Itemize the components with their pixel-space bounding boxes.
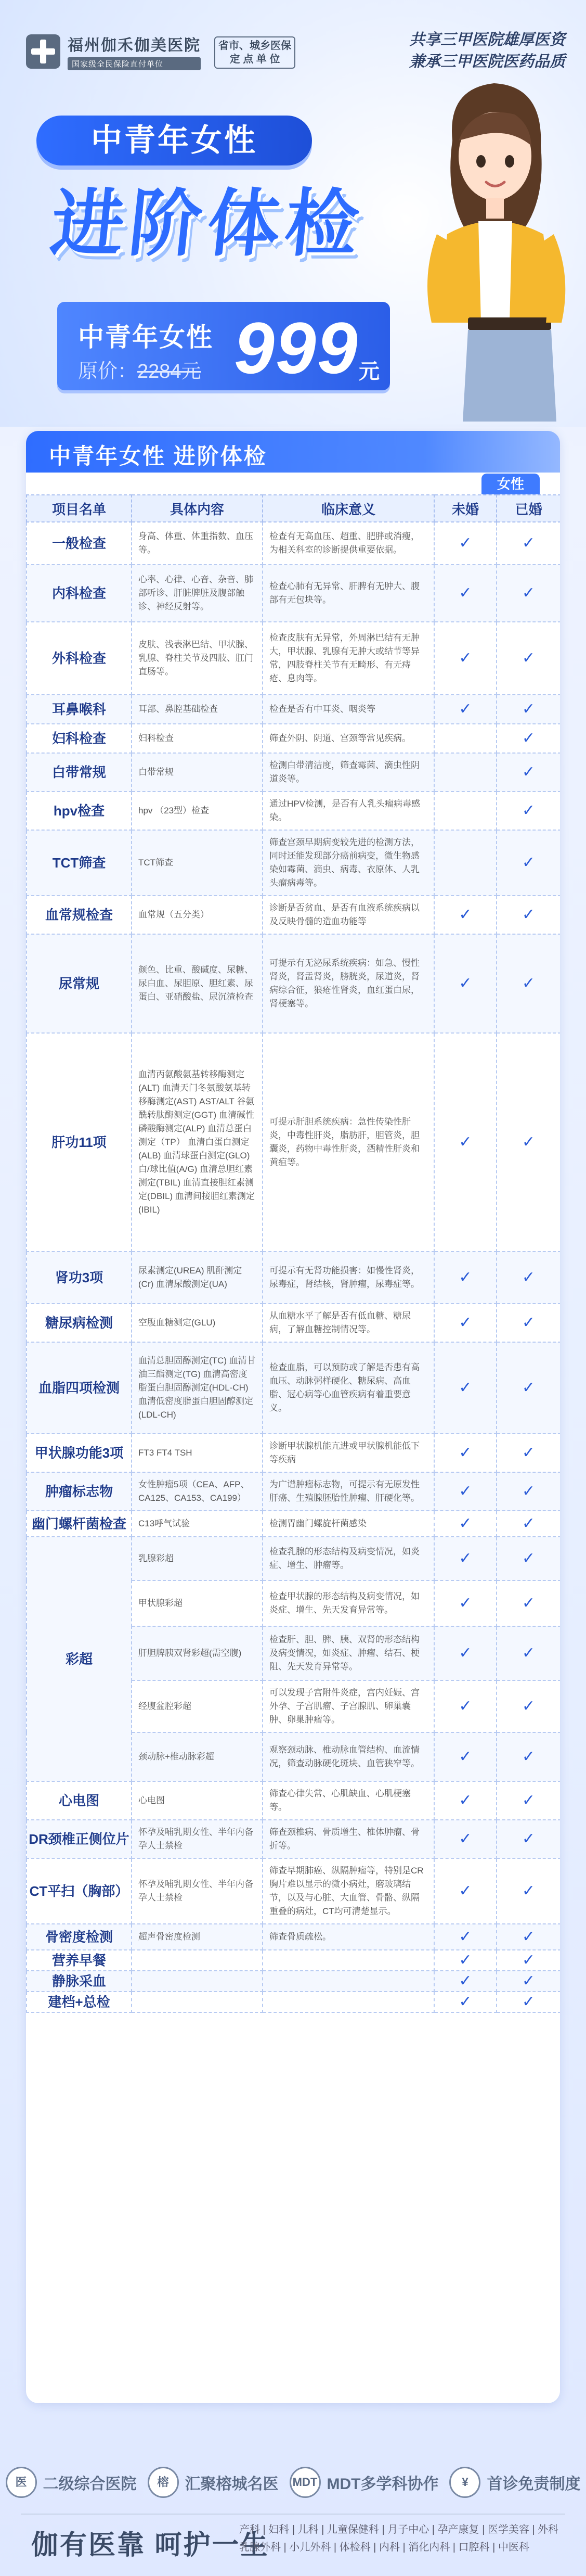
check-icon: ✓ [497, 1820, 560, 1858]
check-icon: ✓ [434, 1950, 497, 1971]
item-name: 肾功3项 [27, 1252, 132, 1304]
item-name: 心电图 [27, 1781, 132, 1820]
item-name: 幽门螺杆菌检查 [27, 1511, 132, 1537]
check-icon: ✓ [434, 522, 497, 565]
table-row [27, 792, 560, 830]
item-name: 骨密度检测 [27, 1924, 132, 1950]
check-icon [434, 792, 497, 830]
item-meaning: 检查是否有中耳炎、咽炎等 [263, 695, 434, 724]
check-icon: ✓ [434, 934, 497, 1033]
item-meaning: 可提示有无泌尿系统疾病：如急、慢性肾炎，肾盂肾炎，膀胱炎，尿道炎，肾病综合征，狼疮性肾炎，血红蛋白尿，肾梗塞等。 [263, 934, 434, 1033]
title-pill: 中青年女性 [36, 116, 312, 165]
feature-icon: ¥ [449, 2467, 480, 2498]
item-content: 血清总胆固醇测定(TC) 血清甘油三酯测定(TG) 血清高密度脂蛋白胆固醇测定(HDL-CH) 血清低密度脂蛋白胆固醇测定(LDL-CH) [132, 1342, 263, 1434]
check-icon: ✓ [497, 1626, 560, 1680]
check-icon: ✓ [497, 753, 560, 792]
check-icon: ✓ [497, 622, 560, 695]
check-icon: ✓ [497, 1472, 560, 1511]
item-content [132, 1971, 263, 1992]
item-meaning: 检查血脂，可以预防或了解是否患有高血压、动脉粥样硬化、糖尿病、高血脂、冠心病等心血管疾病有着重要意义。 [263, 1342, 434, 1434]
footer-slogan: 伽有医靠 呵护一生 [31, 2530, 269, 2560]
item-name: 建档+总检 [27, 1992, 132, 2012]
check-icon: ✓ [434, 1992, 497, 2012]
item-name: 一般检查 [27, 522, 132, 565]
table-row [27, 1342, 560, 1434]
item-content: 尿素测定(UREA) 肌酐测定(Cr) 血清尿酸测定(UA) [132, 1252, 263, 1304]
check-icon: ✓ [434, 1511, 497, 1537]
price-label: 中青年女性 [78, 323, 213, 352]
department-list: 产科 | 妇科 | 儿科 | 儿童保健科 | 月子中心 | 孕产康复 | 医学美容 | 外科 乳腺外科 | 小儿外科 | 体检科 | 内科 | 消化内科 | 口腔科 | 中医科 [239, 2524, 559, 2553]
price-value: 999 [234, 307, 359, 389]
table-row [27, 695, 560, 724]
table-row [27, 1924, 560, 1950]
check-icon: ✓ [497, 1680, 560, 1732]
table-row [27, 1971, 560, 1992]
col-single: 未婚 [434, 495, 497, 522]
hospital-logo [26, 32, 201, 70]
item-meaning: 通过HPV检测，是否有人乳头瘤病毒感染。 [263, 792, 434, 830]
table-row [27, 753, 560, 792]
check-icon: ✓ [434, 565, 497, 622]
check-icon: ✓ [434, 1434, 497, 1472]
price-unit: 元 [359, 360, 380, 383]
check-icon: ✓ [434, 1342, 497, 1434]
check-icon: ✓ [434, 622, 497, 695]
table-row [27, 1472, 560, 1511]
item-name: 耳鼻喉科 [27, 695, 132, 724]
item-content: 身高、体重、体重指数、血压等。 [132, 522, 263, 565]
item-meaning: 检测胃幽门螺旋杆菌感染 [263, 1511, 434, 1537]
check-icon: ✓ [497, 1858, 560, 1924]
check-icon: ✓ [497, 1950, 560, 1971]
item-meaning: 可提示肝胆系统疾病：急性传染性肝炎，中毒性肝炎，脂肪肝，胆管炎，胆囊炎，药物中毒性肝炎，酒精性肝炎和黄疸等。 [263, 1033, 434, 1252]
table-row [27, 1820, 560, 1858]
check-icon: ✓ [434, 1472, 497, 1511]
table-row [27, 1781, 560, 1820]
check-icon [434, 753, 497, 792]
header-slogan: 共享三甲医院雄厚医资 兼承三甲医院医药品质 [409, 31, 565, 71]
item-meaning: 观察颈动脉、椎动脉血管结构、血流情况，筛查动脉硬化斑块、血管狭窄等。 [263, 1732, 434, 1781]
item-name: 糖尿病检测 [27, 1304, 132, 1342]
item-content: 白带常规 [132, 753, 263, 792]
item-content: 女性肿瘤5项（CEA、AFP、CA125、CA153、CA199） [132, 1472, 263, 1511]
check-icon: ✓ [434, 1537, 497, 1580]
feature-item [6, 2467, 137, 2498]
item-meaning: 筛查早期肺癌、纵隔肿瘤等，特别是CR胸片难以显示的微小病灶，磨玻璃结节，以及与心脏、大血管、骨骼、纵隔重叠的病灶，CT均可清楚显示。 [263, 1858, 434, 1924]
check-icon: ✓ [497, 695, 560, 724]
table-row [27, 1252, 560, 1304]
item-meaning [263, 1950, 434, 1971]
table-row [27, 1992, 560, 2012]
check-icon: ✓ [434, 1781, 497, 1820]
item-content: 乳腺彩超 [132, 1537, 263, 1580]
check-icon: ✓ [497, 1252, 560, 1304]
check-icon: ✓ [497, 934, 560, 1033]
item-name: 妇科检查 [27, 724, 132, 753]
table-row [27, 1304, 560, 1342]
check-icon: ✓ [497, 1537, 560, 1580]
col-married: 已婚 [497, 495, 560, 522]
check-icon: ✓ [434, 695, 497, 724]
item-meaning: 检查心肺有无异常、肝脾有无肿大、腹部有无包块等。 [263, 565, 434, 622]
feature-label: 二级综合医院 [43, 2476, 137, 2493]
check-icon: ✓ [434, 1033, 497, 1252]
item-meaning: 检查甲状腺的形态结构及病变情况，如炎症、增生、先天发育异常等。 [263, 1580, 434, 1626]
item-content: TCT筛查 [132, 830, 263, 896]
feature-icon: MDT [290, 2467, 321, 2498]
item-name: 血常规检查 [27, 896, 132, 934]
item-name: TCT筛查 [27, 830, 132, 896]
item-name: hpv检查 [27, 792, 132, 830]
item-name: CT平扫（胸部） [27, 1858, 132, 1924]
item-content: 肝胆脾胰双肾彩超(需空腹) [132, 1626, 263, 1680]
original-price: 原价：2284元 [78, 361, 201, 382]
check-icon: ✓ [434, 1580, 497, 1626]
item-meaning: 检测白带清洁度，筛查霉菌、滴虫性阴道炎等。 [263, 753, 434, 792]
check-icon: ✓ [497, 792, 560, 830]
item-content: 怀孕及哺乳期女性、半年内备孕人士禁检 [132, 1858, 263, 1924]
card-header: 中青年女性 进阶体检 [26, 431, 560, 473]
feature-item [290, 2467, 439, 2498]
check-icon: ✓ [497, 1033, 560, 1252]
gender-header: 女性 [481, 474, 540, 494]
exam-table [26, 494, 560, 2013]
item-name: 肿瘤标志物 [27, 1472, 132, 1511]
table-row [27, 724, 560, 753]
item-content: hpv （23型）检查 [132, 792, 263, 830]
header-banner [0, 0, 586, 427]
insurance-badge: 省市、城乡医保 定 点 单 位 [214, 36, 295, 69]
item-meaning: 筛查颈椎病、骨质增生、椎体肿瘤、骨折等。 [263, 1820, 434, 1858]
table-row [27, 1511, 560, 1537]
table-row [27, 1950, 560, 1971]
table-row [27, 830, 560, 896]
check-icon: ✓ [434, 896, 497, 934]
item-content: 颈动脉+椎动脉彩超 [132, 1732, 263, 1781]
check-icon: ✓ [434, 1924, 497, 1950]
item-name: 彩超 [27, 1537, 132, 1781]
table-row [27, 934, 560, 1033]
item-content: 心电图 [132, 1781, 263, 1820]
table-row [27, 1537, 560, 1580]
item-meaning: 检查乳腺的形态结构及病变情况，如炎症、增生、肿瘤等。 [263, 1537, 434, 1580]
check-icon: ✓ [497, 1781, 560, 1820]
item-meaning: 筛查骨质疏松。 [263, 1924, 434, 1950]
table-row [27, 565, 560, 622]
feature-label: MDT多学科协作 [327, 2476, 439, 2493]
item-content: 血常规（五分类） [132, 896, 263, 934]
item-meaning: 从血糖水平了解是否有低血糖、糖尿病，了解血糖控制情况等。 [263, 1304, 434, 1342]
feature-icon: 榕 [148, 2467, 179, 2498]
item-name: 营养早餐 [27, 1950, 132, 1971]
check-icon: ✓ [497, 1992, 560, 2012]
item-content: 皮肤、浅表淋巴结、甲状腺、乳腺、脊柱关节及四肢、肛门直肠等。 [132, 622, 263, 695]
check-icon: ✓ [434, 1680, 497, 1732]
feature-icon: 医 [6, 2467, 37, 2498]
check-icon: ✓ [497, 830, 560, 896]
item-content: FT3 FT4 TSH [132, 1434, 263, 1472]
price-box [57, 302, 390, 390]
item-content: 甲状腺彩超 [132, 1580, 263, 1626]
col-content: 具体内容 [132, 495, 263, 522]
item-name: 静脉采血 [27, 1971, 132, 1992]
item-meaning [263, 1971, 434, 1992]
item-content: 心率、心律、心音、杂音、肺部听诊、肝脏脾脏及腹部触诊、神经反射等。 [132, 565, 263, 622]
item-meaning: 筛查外阴、阴道、宫颈等常见疾病。 [263, 724, 434, 753]
check-icon: ✓ [497, 1924, 560, 1950]
item-content: 妇科检查 [132, 724, 263, 753]
check-icon: ✓ [434, 1971, 497, 1992]
item-content: 超声骨密度检测 [132, 1924, 263, 1950]
main-title: 进阶体检 [47, 183, 368, 264]
check-icon: ✓ [497, 1342, 560, 1434]
check-icon: ✓ [434, 1732, 497, 1781]
table-row [27, 622, 560, 695]
item-meaning: 诊断是否贫血、是否有血液系统疾病以及反映骨髓的造血功能等 [263, 896, 434, 934]
item-meaning: 诊断甲状腺机能亢进或甲状腺机能低下等疾病 [263, 1434, 434, 1472]
check-icon: ✓ [434, 1820, 497, 1858]
item-meaning: 检查有无高血压、超重、肥胖或消瘦，为相关科室的诊断提供重要依据。 [263, 522, 434, 565]
item-content: C13呼气试验 [132, 1511, 263, 1537]
item-content: 经腹盆腔彩超 [132, 1680, 263, 1732]
table-row [27, 1434, 560, 1472]
check-icon: ✓ [497, 1971, 560, 1992]
item-meaning: 为广谱肿瘤标志物，可提示有无原发性肝癌、生殖腺胚胎性肿瘤、肝硬化等。 [263, 1472, 434, 1511]
item-meaning: 检查肝、胆、脾、胰、双肾的形态结构及病变情况，如炎症、肿瘤、结石、梗阻、先天发育异常等。 [263, 1626, 434, 1680]
hospital-subtitle: 国家级全民保险直付单位 [68, 57, 201, 70]
table-row [27, 896, 560, 934]
check-icon: ✓ [434, 1626, 497, 1680]
item-meaning: 筛查宫颈早期病变较先进的检测方法，同时还能发现部分癌前病变，微生物感染如霉菌、滴虫、病毒、衣原体、人乳头瘤病毒等。 [263, 830, 434, 896]
feature-label: 汇聚榕城名医 [185, 2476, 279, 2493]
item-content [132, 1992, 263, 2012]
item-meaning [263, 1992, 434, 2012]
item-name: 甲状腺功能3项 [27, 1434, 132, 1472]
item-meaning: 可以发现子宫附件炎症，宫内妊娠、宫外孕、子宫肌瘤、子宫腺肌、卵巢囊肿、卵巢肿瘤等。 [263, 1680, 434, 1732]
item-name: DR颈椎正侧位片 [27, 1820, 132, 1858]
item-name: 尿常规 [27, 934, 132, 1033]
feature-item [449, 2467, 580, 2498]
check-icon: ✓ [497, 1304, 560, 1342]
item-name: 肝功11项 [27, 1033, 132, 1252]
table-row [27, 1033, 560, 1252]
table-row [27, 1858, 560, 1924]
hospital-name: 福州伽禾伽美医院 [68, 37, 201, 54]
table-row [27, 522, 560, 565]
check-icon: ✓ [497, 522, 560, 565]
check-icon: ✓ [434, 1252, 497, 1304]
col-item: 项目名单 [27, 495, 132, 522]
item-meaning: 检查皮肤有无异常，外周淋巴结有无肿大，甲状腺、乳腺有无肿大或结节等异常，四肢脊柱关节有无畸形、有无痔疮、息肉等。 [263, 622, 434, 695]
woman-illustration [416, 78, 572, 422]
item-name: 白带常规 [27, 753, 132, 792]
item-content: 耳部、鼻腔基础检查 [132, 695, 263, 724]
feature-strip [0, 2456, 586, 2508]
item-meaning: 筛查心律失常、心肌缺血、心肌梗塞等。 [263, 1781, 434, 1820]
check-icon: ✓ [434, 1858, 497, 1924]
check-icon: ✓ [497, 1511, 560, 1537]
check-icon [434, 830, 497, 896]
item-content: 血清丙氨酸氨基转移酶测定(ALT) 血清天门冬氨酸氨基转移酶测定(AST) AST/ALT 谷氨酰转肽酶测定(GGT) 血清碱性磷酸酶测定(ALP) 血清总蛋白测定（TP） 血清白蛋白测定(ALB) 血清球蛋白测定(GLO) 白/球比值(A/G) 血清总胆红素测定(TBIL) 血清直接胆红素测定(DBIL) 血清间接胆红素测定(IBIL) [132, 1033, 263, 1252]
feature-label: 首诊免责制度 [487, 2476, 581, 2493]
check-icon: ✓ [497, 1732, 560, 1781]
check-icon: ✓ [497, 565, 560, 622]
item-name: 血脂四项检测 [27, 1342, 132, 1434]
cross-icon [26, 34, 60, 69]
item-name: 外科检查 [27, 622, 132, 695]
item-content: 怀孕及哺乳期女性、半年内备孕人士禁检 [132, 1820, 263, 1858]
package-card [26, 431, 560, 2403]
item-content: 空腹血糖测定(GLU) [132, 1304, 263, 1342]
footer [21, 2514, 565, 2564]
check-icon: ✓ [497, 1580, 560, 1626]
item-content: 颜色、比重、酸碱度、尿糖、尿白血、尿胆原、胆红素、尿蛋白、亚硝酸盐、尿沉渣检查 [132, 934, 263, 1033]
check-icon: ✓ [497, 1434, 560, 1472]
item-name: 内科检查 [27, 565, 132, 622]
check-icon: ✓ [497, 896, 560, 934]
check-icon: ✓ [434, 1304, 497, 1342]
col-meaning: 临床意义 [263, 495, 434, 522]
check-icon [434, 724, 497, 753]
check-icon: ✓ [497, 724, 560, 753]
feature-item [148, 2467, 279, 2498]
item-content [132, 1950, 263, 1971]
item-meaning: 可提示有无肾功能损害：如慢性肾炎，尿毒症，肾结核，肾肿瘤，尿毒症等。 [263, 1252, 434, 1304]
